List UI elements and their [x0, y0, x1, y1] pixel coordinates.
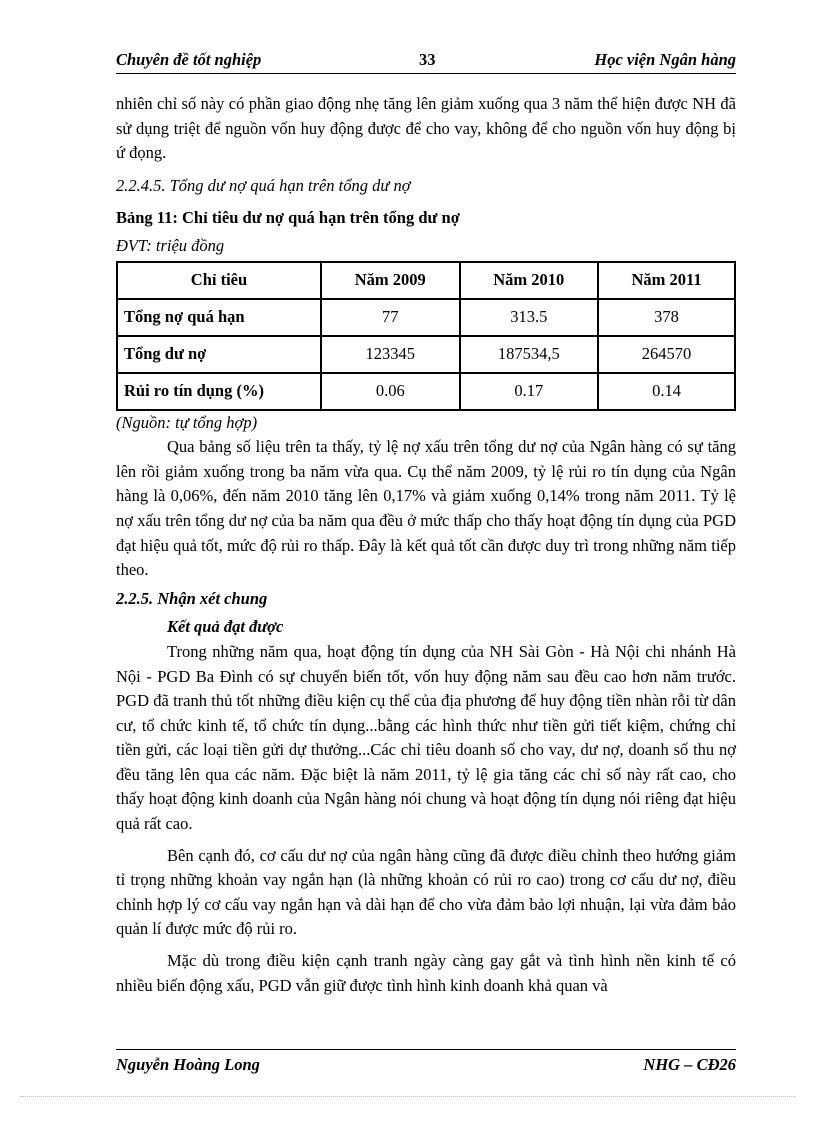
page-number: 33 [419, 50, 436, 69]
body-paragraph-2: Bên cạnh đó, cơ cấu dư nợ của ngân hàng cũng đã được điều chỉnh theo hướng giảm tỉ trọng những khoản vay ngắn hạn (là những khoản có rủi ro cao) trong cơ cấu dư nợ, điều chỉnh hợp lý cơ cấu vay ngắn hạn và dài hạn để cho vừa đảm bảo lợi nhuận, lại vừa đảm bảo quản lí được mức độ rủi ro. [116, 845, 736, 939]
table-header-row [117, 262, 735, 299]
header-rule [116, 73, 736, 74]
table-cell: 0.06 [321, 373, 460, 410]
column-header: Năm 2011 [598, 262, 735, 299]
row-label: Rủi ro tín dụng (%) [117, 373, 321, 410]
page-bottom-divider [20, 1096, 796, 1097]
table-cell: 0.17 [460, 373, 599, 410]
page-body [116, 92, 736, 998]
table-title: Bảng 11: Chỉ tiêu dư nợ quá hạn trên tổng dư nợ [116, 208, 460, 228]
page-footer [116, 1055, 736, 1075]
table-cell: 77 [321, 299, 460, 336]
table-cell: 378 [598, 299, 735, 336]
table-row [117, 373, 735, 410]
column-header: Năm 2010 [460, 262, 599, 299]
intro-paragraph: nhiên chỉ số này có phần giao động nhẹ tăng lên giảm xuống qua 3 năm thể hiện được NH đã sử dụng triệt để nguồn vốn huy động được để cho vay, không để cho nguồn vốn huy động bị ứ đọng. [116, 94, 736, 163]
table-cell: 0.14 [598, 373, 735, 410]
column-header: Chỉ tiêu [117, 262, 321, 299]
table-cell: 187534,5 [460, 336, 599, 373]
body-paragraph-3: Mặc dù trong điều kiện cạnh tranh ngày càng gay gắt và tình hình nền kinh tế có nhiều biến động xấu, PGD vẫn giữ được tình hình kinh doanh khả quan và [116, 951, 736, 995]
table-row [117, 299, 735, 336]
table-cell: 123345 [321, 336, 460, 373]
footer-rule [116, 1049, 736, 1050]
section-title: 2.2.5. Nhận xét chung [116, 588, 268, 608]
table-cell: 264570 [598, 336, 735, 373]
table-unit: ĐVT: triệu đồng [116, 235, 225, 255]
footer-code: NHG – CĐ26 [643, 1055, 736, 1074]
header-thesis-title: Chuyên đề tốt nghiệp [116, 50, 262, 69]
header-institution: Học viện Ngân hàng [594, 50, 736, 69]
row-label: Tổng dư nợ [117, 336, 321, 373]
row-label: Tổng nợ quá hạn [117, 299, 321, 336]
subsection-title: 2.2.4.5. Tổng dư nợ quá hạn trên tổng dư nợ [116, 175, 411, 195]
table-source: (Nguồn: tự tổng hợp) [116, 412, 258, 432]
table-row [117, 336, 735, 373]
page-header [116, 50, 736, 72]
table-cell: 313.5 [460, 299, 599, 336]
body-paragraph-1: Trong những năm qua, hoạt động tín dụng của NH Sài Gòn - Hà Nội chi nhánh Hà Nội - PGD Ba Đình có sự chuyển biến tốt, vốn huy động năm sau đều cao hơn năm trước. PGD đã tranh thủ tốt những điều kiện cụ thể của địa phương để huy động tiền nhàn rỗi từ dân cư, tổ chức kinh tế, tổ chức tín dụng...bằng các hình thức như tiền gửi tiết kiệm, chứng chỉ tiền gửi, các loại tiền gửi dự thưởng...Các chỉ tiêu doanh số cho vay, dư nợ, doanh số thu nợ đều tăng lên qua các năm. Đặc biệt là năm 2011, tỷ lệ gia tăng các chỉ số này rất cao, cho thấy hoạt động kinh doanh của Ngân hàng nói chung và hoạt động tín dụng nói riêng đạt hiệu quả rất cao. [116, 641, 736, 834]
footer-author: Nguyễn Hoàng Long [116, 1055, 260, 1074]
data-table [116, 261, 736, 411]
analysis-paragraph: Qua bảng số liệu trên ta thấy, tỷ lệ nợ xấu trên tổng dư nợ của Ngân hàng có sự tăng lên rồi giảm xuống trong ba năm vừa qua. Cụ thể năm 2009, tỷ lệ rủi ro tín dụng của Ngân hàng là 0,06%, đến năm 2010 tăng lên 0,17% và giảm xuống 0,14% trong năm 2011. Tỷ lệ nợ xấu trên tổng dư nợ của ba năm qua đều ở mức thấp cho thấy hoạt động tín dụng của PGD đạt hiệu quả tốt, mức độ rủi ro thấp. Đây là kết quả tốt cần được duy trì trong những năm tiếp theo. [116, 437, 736, 580]
column-header: Năm 2009 [321, 262, 460, 299]
subheading: Kết quả đạt được [167, 617, 284, 637]
